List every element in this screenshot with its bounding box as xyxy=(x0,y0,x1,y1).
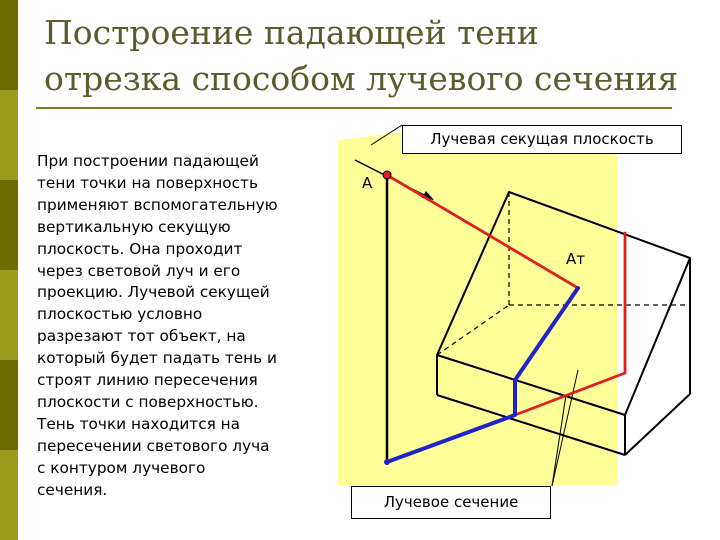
label-ray-section: Лучевое сечение xyxy=(351,486,551,519)
point-at-label: Aт xyxy=(566,250,585,268)
body-text: При построении падающей тени точки на поверхность применяют вспомогательную вертикальную секущую плоскость. Она проходит через световой луч и его проекцию. Лучевой секущей плоскостью условно разрезают тот объект, на который будет падать тень и строят линию пересечения плоскости с поверхностью. Тень точки находится на пересечении светового луча с контуром лучевого сечения. xyxy=(37,152,278,499)
label-cutting-plane: Лучевая секущая плоскость xyxy=(402,125,682,154)
slide-title: Построение падающей тени отрезка способом лучевого сечения xyxy=(44,13,679,98)
point-a-marker xyxy=(383,171,391,179)
point-a-label: A xyxy=(362,174,373,192)
point-a-base-marker xyxy=(384,459,390,465)
cutting-plane xyxy=(338,132,618,485)
